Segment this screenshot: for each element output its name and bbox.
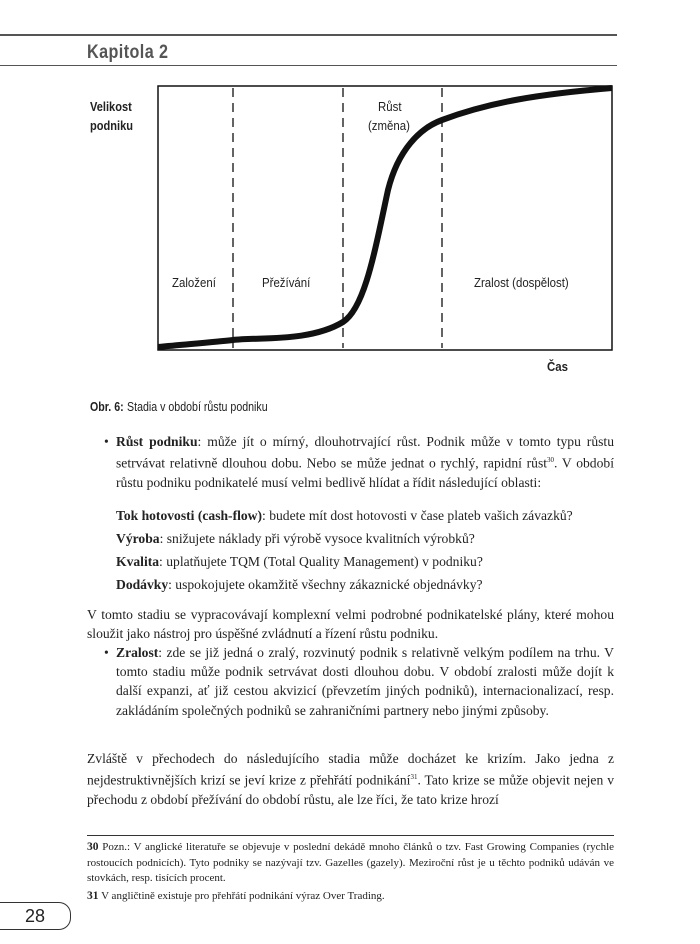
- footnote-ref[interactable]: 31: [410, 773, 418, 782]
- bullet-text: : zde se již jedná o zralý, rozvinutý podnik s relativně velkým podílem na trhu. V tomto stadiu může podnik setrvávat dosti dlouhou dobu. V období zralosti může dojít k další expanzi, ať již cestou akvizicí (převzetím jiných podniků), internacionalizací, resp. zakládáním společných podniků se zahraničními partnery nebo jinými způsoby.: [116, 645, 614, 718]
- area-text: : uplatňujete TQM (Total Quality Management) v podniku?: [159, 554, 483, 569]
- y-label-line2: podniku: [90, 118, 133, 133]
- footnote-rule: [87, 835, 614, 836]
- paragraph-text: Zvláště v přechodech do následujícího stadia může docházet ke krizím. Jako jedna z nejdestruktivnějších krizí se jeví krize z přehřátí podnikání: [87, 751, 614, 788]
- area-text: : uspokojujete okamžitě všechny zákaznické objednávky?: [168, 577, 483, 592]
- paragraph: V tomto stadiu se vypracovávají komplexní velmi podrobné podnikatelské plány, které mohou sloužit jako nástroj pro úspěšné zvládnutí a řízení růstu podniku.: [87, 607, 614, 642]
- paragraph: [87, 749, 614, 809]
- area-text: : budete mít dost hotovosti v čase plateb vašich závazků?: [262, 508, 573, 523]
- area-term: Tok hotovosti (cash-flow): [116, 508, 263, 523]
- footnote-31: [87, 889, 614, 905]
- area-item: [116, 554, 483, 570]
- chapter-title: Kapitola 2: [87, 42, 169, 63]
- bullet-icon: •: [104, 645, 109, 660]
- footnote-text: V angličtině existuje pro přehřátí podnikání výraz Over Trading.: [101, 890, 385, 902]
- stage-label-rust: Růst: [378, 99, 402, 114]
- bullet-rust-podniku: [104, 432, 614, 492]
- figure-caption: [90, 400, 268, 414]
- caption-number: Obr. 6:: [90, 400, 124, 414]
- footnote-text: Pozn.: V anglické literatuře se objevuje v poslední dekádě mnoho článků o tzv. Fast Growing Companies (rychle rostoucích podnicích). Tyto podniky se nazývají tzv. Gazelles (gazely). Meziroční růst je u těchto podniků udáván ve stovkách, resp. tisících procent.: [87, 841, 615, 884]
- area-item: [116, 531, 475, 547]
- x-axis-label: Čas: [547, 359, 568, 374]
- paragraph-text: . Tato krize se může objevit nejen v přechodu z období přežívání do období růstu, ale lze říci, že tato krize hrozí: [87, 772, 614, 807]
- bullet-zralost: [104, 643, 614, 720]
- area-term: Výroba: [116, 531, 160, 546]
- y-label-line1: Velikost: [90, 99, 132, 114]
- footnote-30: [87, 840, 614, 887]
- footnote-ref[interactable]: 30: [547, 456, 555, 465]
- stage-label-zmena: (změna): [368, 118, 410, 133]
- area-item: [116, 577, 483, 593]
- bullet-term: Růst podniku: [116, 434, 198, 449]
- footnote-number: 31: [87, 890, 99, 902]
- area-term: Dodávky: [116, 577, 169, 592]
- area-term: Kvalita: [116, 554, 160, 569]
- stage-label-zralost: Zralost (dospělost): [474, 275, 569, 290]
- page-number: 28: [0, 902, 71, 930]
- bullet-text: : může jít o mírný, dlouhotrvající růst. Podnik může v tomto typu růstu setrvávat relativně dlouhou dobu. Nebo se může jednat o rychlý, rapidní růst: [116, 434, 614, 471]
- bullet-icon: •: [104, 434, 109, 449]
- bullet-text: . V období růstu podniku podnikatelé musí velmi bedlivě hlídat a řídit následující oblasti:: [116, 455, 614, 490]
- footnote-number: 30: [87, 841, 99, 853]
- stage-label-zalozeni: Založení: [172, 275, 216, 290]
- stage-label-prezivani: Přežívání: [262, 275, 311, 290]
- area-item: [116, 508, 573, 524]
- caption-text: Stadia v období růstu podniku: [127, 400, 268, 414]
- area-text: : snižujete náklady při výrobě vysoce kvalitních výrobků?: [159, 531, 475, 546]
- growth-stages-diagram: [0, 0, 700, 400]
- y-axis-label: [90, 97, 133, 135]
- bullet-term: Zralost: [116, 645, 159, 660]
